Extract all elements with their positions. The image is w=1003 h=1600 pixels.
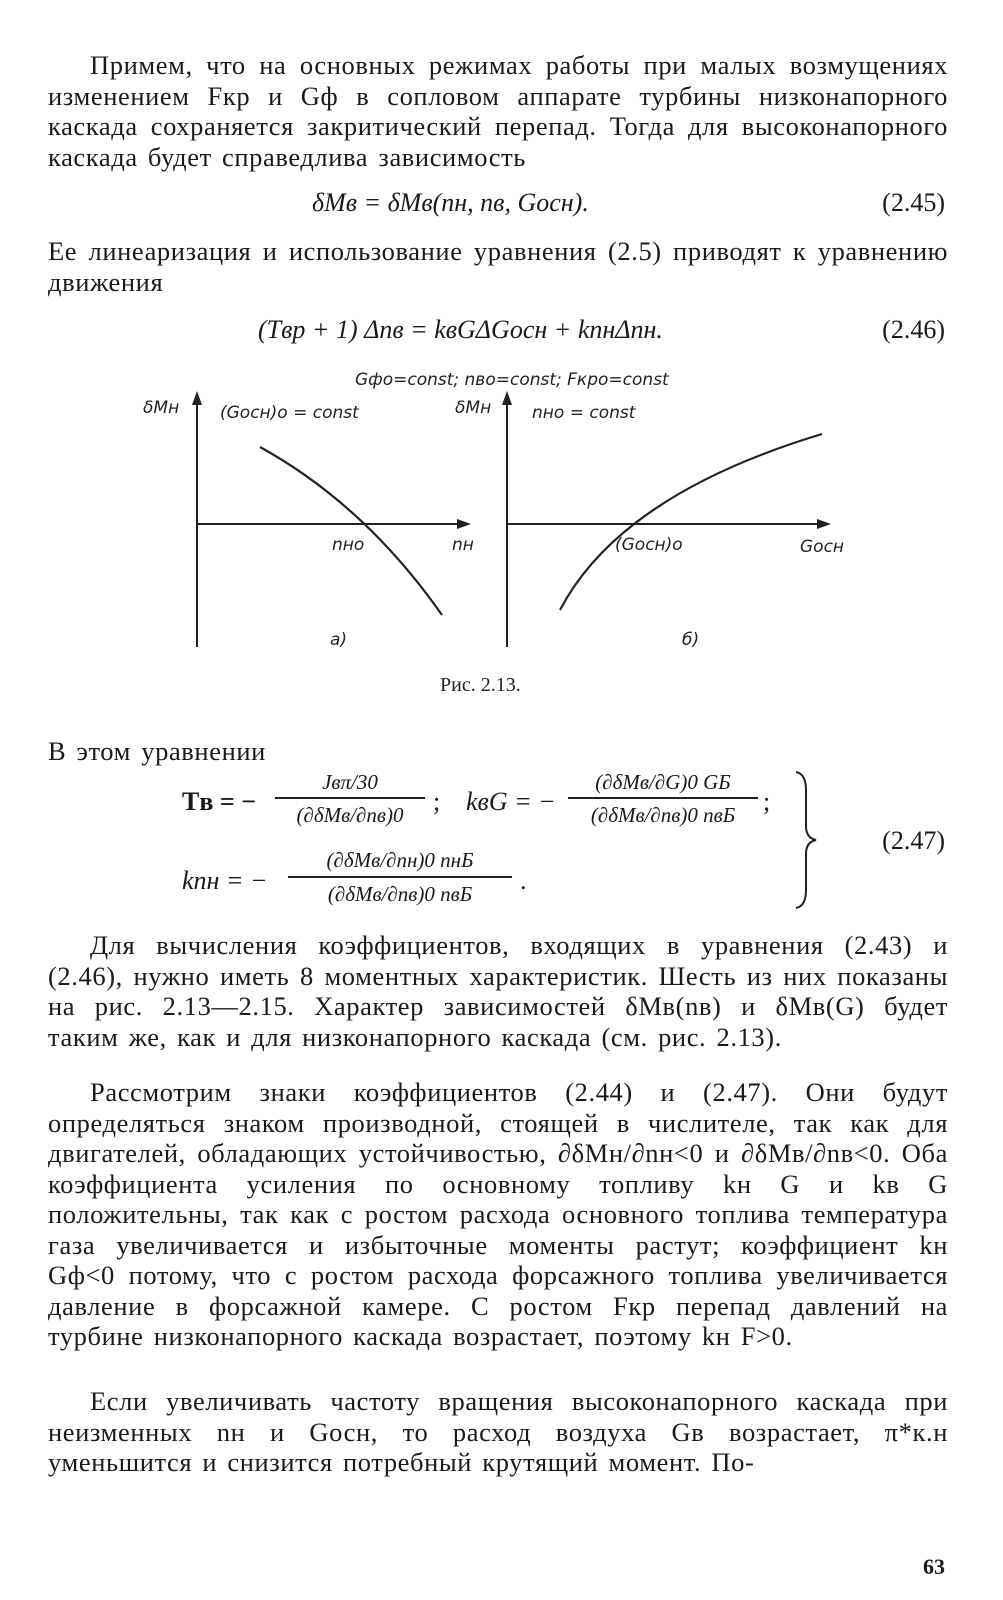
figure-caption: Рис. 2.13. (440, 674, 521, 695)
figure-2-13 (0, 355, 1003, 695)
eq247-kpn-lhs: kпн = − (182, 866, 268, 895)
panel-b-y-label: δMн (455, 398, 492, 418)
paragraph-intro: Примем, что на основных режимах работы при малых возмущениях изменением Fкр и Gф в сопловом аппарате турбины низконапорного каскада сохраняется закритический перепад. Тогда для высоконапорного каскада будет справедлива зависимость (48, 50, 948, 172)
eq247-kvg-fraction-bar (568, 797, 758, 799)
panel-b-x-label: Gосн (800, 537, 845, 557)
equation-2-46: (Tвp + 1) Δnв = kвGΔGосн + kпнΔnн. (258, 315, 663, 344)
page-number: 63 (923, 1554, 945, 1579)
equation-number-2-46: (2.46) (882, 315, 945, 344)
paragraph-frequency: Если увеличивать частоту вращения высоконапорного каскада при неизменных nн и Gосн, то расход воздуха Gв возрастает, π*к.н уменьшится и снизится потребный крутящий момент. По- (48, 1386, 948, 1477)
eq247-tv-fraction-bar (275, 797, 425, 799)
panel-a-x0-label: nно (332, 535, 365, 555)
panel-a-y-arrow (192, 391, 202, 405)
panel-a-x-label: nн (452, 535, 474, 555)
eq247-tv-lhs: Tв = − (182, 787, 257, 816)
figure-panel-b (455, 391, 844, 650)
paragraph-coefficients: Для вычисления коэффициентов, входящих в уравнения (2.43) и (2.46), нужно иметь 8 моментных характеристик. Шесть из них показаны на рис. 2.13—2.15. Характер зависимостей δMв(nв) и δMв(G) будет таким же, как и для низконапорного каскада (см. рис. 2.13). (48, 930, 948, 1052)
eq247-separator-2: ; (763, 787, 771, 816)
eq247-tv-numerator: Jвπ/30 (322, 770, 378, 794)
panel-a-curve (260, 447, 442, 615)
panel-b-sublabel: б) (682, 630, 700, 650)
paragraph-linearization: Ее линеаризация и использование уравнения (2.5) приводят к уравнению движения (48, 236, 948, 297)
equation-2-45: δMв = δMв(nн, nв, Gосн). (312, 188, 589, 217)
panel-a-y-label: δMн (143, 398, 180, 418)
paragraph-signs: Рассмотрим знаки коэффициентов (2.44) и (2.47). Они будут определяться знаком производной, стоящей в числителе, так как для двигателей, обладающих устойчивостью, ∂δMн/∂nн<0 и ∂δMв/∂nв<0. Оба коэффициента усиления по основному топливу kн G и kв G положительны, так как с ростом расхода основного топлива температура газа увеличивается и избыточные моменты растут; коэффициент kн Gф<0 потому, что с ростом расхода форсажного топлива увеличивается давление в форсажной камере. С ростом Fкр перепад давлений на турбине низконапорного каскада возрастает, поэтому kн F>0. (48, 1077, 948, 1351)
eq247-kvg-lhs: kвG = − (466, 787, 556, 816)
panel-b-condition: nно = const (532, 403, 636, 423)
eq247-kvg-numerator: (∂δMв/∂G)0 GБ (595, 770, 731, 794)
eq247-end: . (520, 866, 527, 895)
eq247-separator-1: ; (433, 787, 441, 816)
panel-b-curve (560, 434, 822, 610)
eq247-kpn-denominator: (∂δMв/∂nв)0 nвБ (327, 882, 473, 906)
eq247-tv-denominator: (∂δMв/∂nв)0 (296, 803, 404, 827)
panel-b-x-arrow (817, 519, 831, 529)
figure-conditions-label: Gфо=const; nво=const; Fкро=const (355, 370, 669, 390)
equation-number-2-45: (2.45) (882, 188, 945, 217)
panel-a-x-arrow (457, 519, 471, 529)
panel-b-y-arrow (502, 391, 512, 405)
eq247-kpn-fraction-bar (288, 876, 512, 878)
panel-a-condition: (Gосн)о = const (220, 403, 359, 423)
panel-b-x0-label: (Gосн)о (615, 535, 683, 555)
figure-panel-a (143, 391, 474, 650)
eq247-kvg-denominator: (∂δMв/∂nв)0 nвБ (590, 803, 736, 827)
eq247-kpn-numerator: (∂δMв/∂nн)0 nнБ (326, 848, 474, 872)
eq247-brace (790, 770, 820, 910)
equation-number-2-47: (2.47) (882, 826, 945, 855)
paragraph-in-this-equation: В этом уравнении (48, 736, 266, 766)
panel-a-sublabel: а) (330, 630, 348, 650)
